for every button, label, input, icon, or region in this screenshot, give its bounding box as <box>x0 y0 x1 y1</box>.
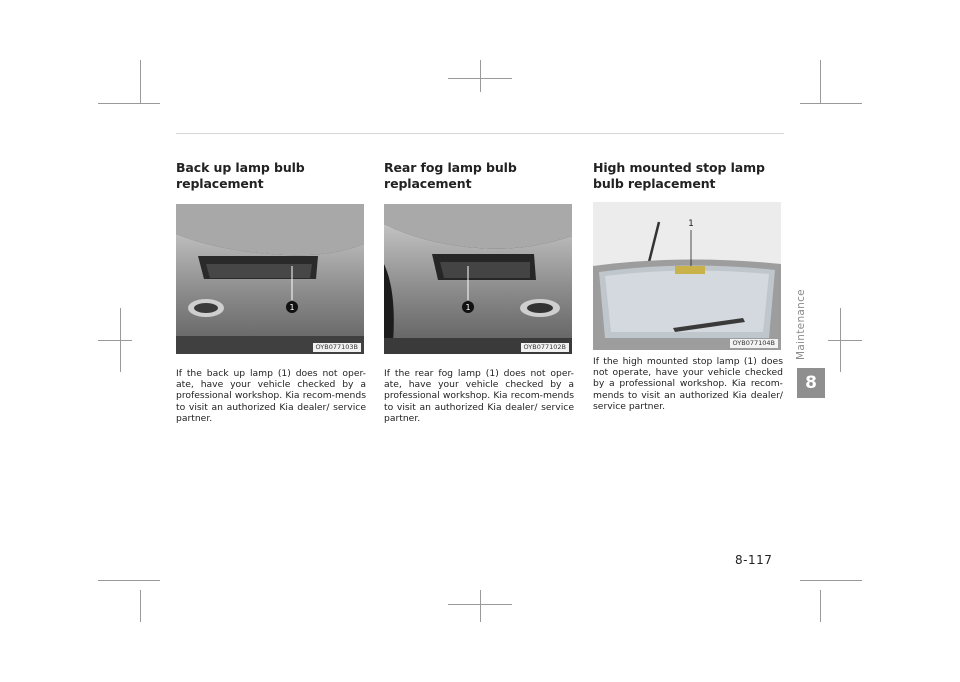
bumper-illustration <box>384 204 572 354</box>
rear-fog-lamp-figure <box>384 204 572 354</box>
crop-mark <box>800 580 862 581</box>
callout-number: 1 <box>465 303 471 312</box>
crop-mark <box>140 60 141 104</box>
section-rear-fog-lamp <box>384 160 574 424</box>
crop-mark <box>828 340 862 341</box>
bumper-illustration <box>176 204 364 354</box>
section-body: If the high mounted stop lamp (1) does not operate, have your vehicle checked by a professional workshop. Kia recom-mends to visit an authorized Kia dealer/ service partner. <box>593 356 783 412</box>
side-tab-label: Maintenance <box>795 289 807 360</box>
image-code: OYB077104B <box>730 339 778 348</box>
section-back-up-lamp <box>176 160 366 424</box>
crop-mark <box>140 590 141 622</box>
crop-mark <box>98 340 132 341</box>
crop-mark <box>448 78 512 79</box>
crop-mark <box>820 60 821 104</box>
tailgate-illustration <box>593 202 781 350</box>
section-body: If the rear fog lamp (1) does not oper-ate, have your vehicle checked by a professional workshop. Kia recom-mends to visit an authorized Kia dealer/ service partner. <box>384 368 574 424</box>
crop-mark <box>98 103 160 104</box>
crop-mark <box>820 590 821 622</box>
callout-number: 1 <box>688 219 694 229</box>
section-title: Rear fog lamp bulb replacement <box>384 160 517 191</box>
section-high-mounted-stop-lamp <box>593 160 783 412</box>
crop-mark <box>800 103 862 104</box>
section-title: Back up lamp bulb replacement <box>176 160 305 191</box>
crop-mark <box>480 590 481 622</box>
chapter-tab: 8 <box>797 368 825 398</box>
crop-mark <box>448 604 512 605</box>
back-up-lamp-figure <box>176 204 364 354</box>
high-mounted-stop-lamp-figure <box>593 202 781 350</box>
header-rule <box>176 133 784 134</box>
callout-number: 1 <box>289 303 295 312</box>
image-code: OYB077103B <box>313 343 361 352</box>
crop-mark <box>480 60 481 92</box>
page-number: 8-117 <box>735 553 773 567</box>
section-body: If the back up lamp (1) does not oper-ate, have your vehicle checked by a professional workshop. Kia recom-mends to visit an authorized Kia dealer/ service partner. <box>176 368 366 424</box>
section-title: High mounted stop lamp bulb replacement <box>593 160 765 191</box>
image-code: OYB077102B <box>521 343 569 352</box>
crop-mark <box>98 580 160 581</box>
